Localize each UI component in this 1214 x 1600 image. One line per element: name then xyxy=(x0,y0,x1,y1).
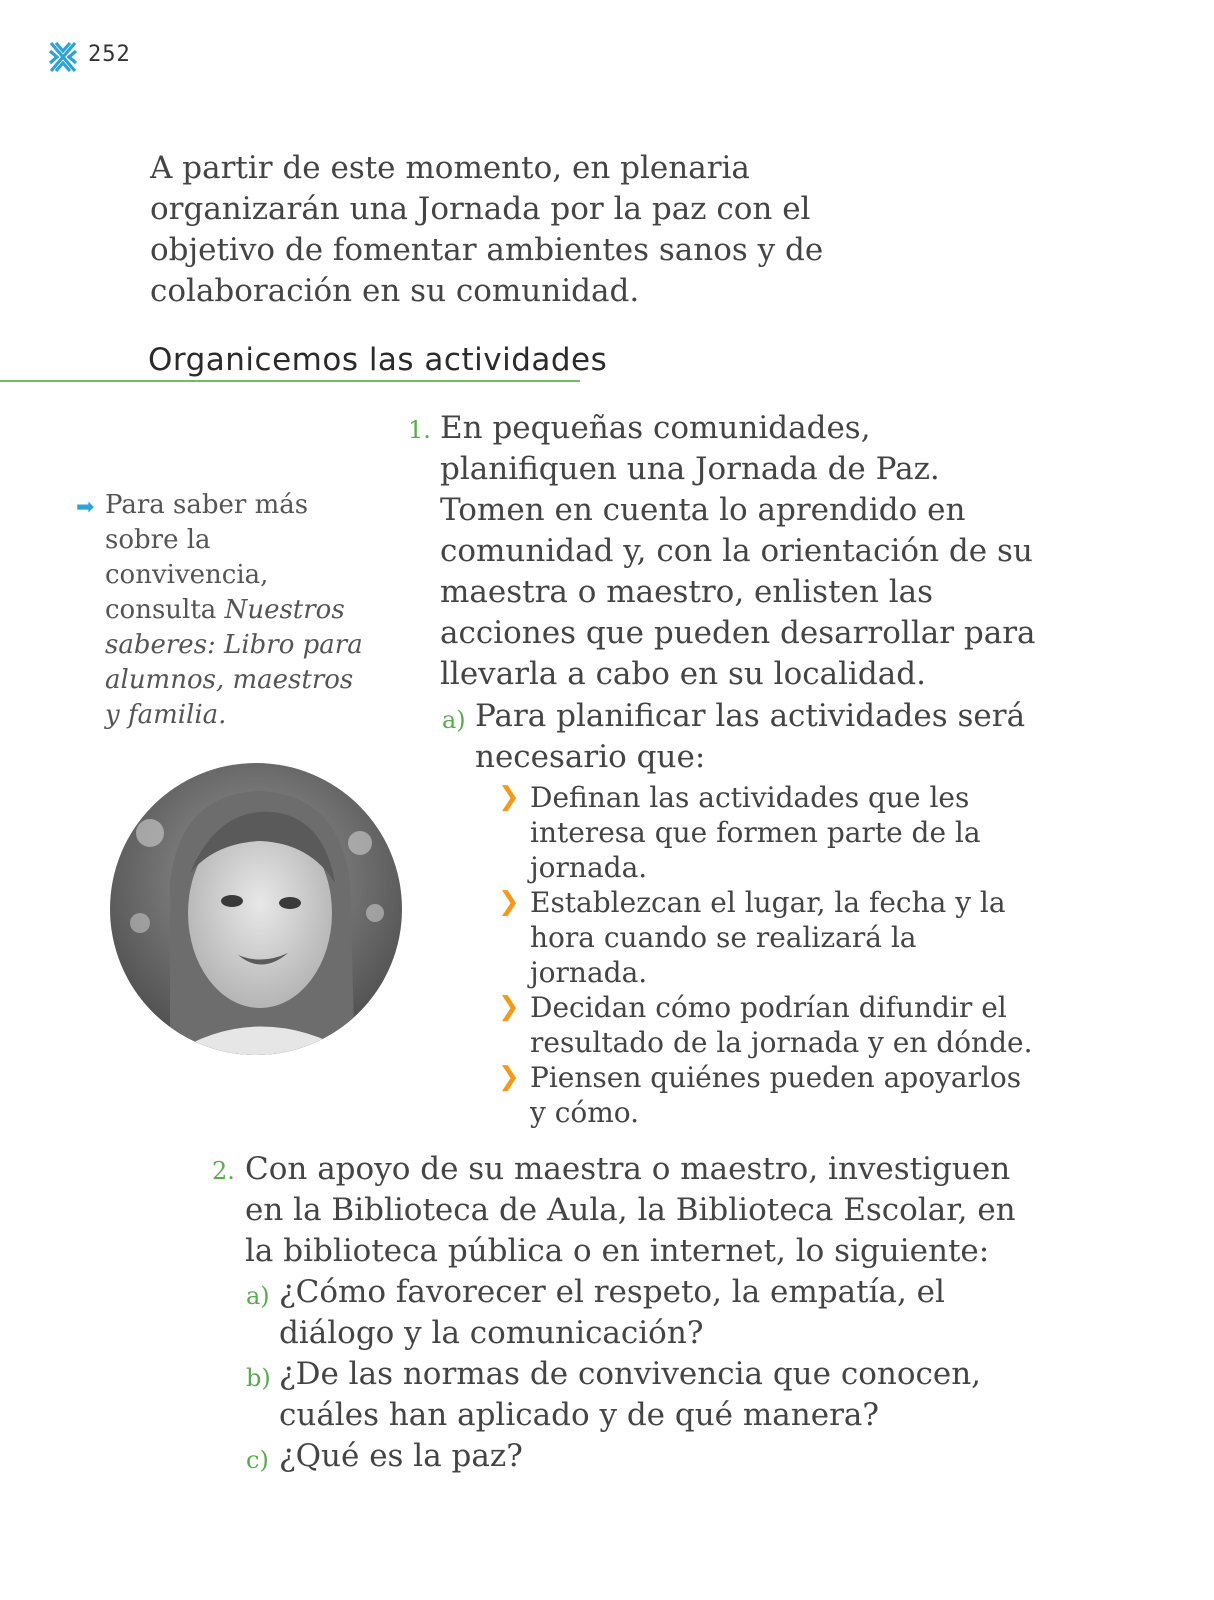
sidebar-book-title: Nuestros saberes: Libro para alumnos, maestros y familia. xyxy=(105,595,363,730)
list-item-text: Decidan cómo podrían difundir el resultado de la jornada y en dónde. xyxy=(530,991,1033,1059)
heading-underline xyxy=(0,380,580,382)
chevron-right-icon: ❯ xyxy=(498,992,520,1022)
section-heading: Organicemos las actividades xyxy=(148,342,608,378)
activity-item-1 xyxy=(408,408,1048,692)
chevron-right-icon: ❯ xyxy=(498,782,520,812)
chevron-right-icon: ❯ xyxy=(498,887,520,917)
question-text: ¿Qué es la paz? xyxy=(279,1438,523,1474)
list-item-text: Definan las actividades que les interesa que formen parte de la jornada. xyxy=(530,781,981,884)
interlaced-cross-logo-icon xyxy=(48,40,78,74)
list-item xyxy=(498,780,1038,885)
list-item xyxy=(498,885,1038,990)
list-item-text: Establezcan el lugar, la fecha y la hora cuando se realizará la jornada. xyxy=(530,886,1006,989)
intro-paragraph: A partir de este momento, en plenaria organizarán una Jornada por la paz con el objetivo de fomentar ambientes sanos y de colaboración en su comunidad. xyxy=(150,150,824,309)
question-label: b) xyxy=(246,1364,271,1392)
sidebar-note-text xyxy=(105,488,376,733)
sidebar-note-plain: Para saber más sobre la convivencia, consulta xyxy=(105,490,309,625)
question-label: a) xyxy=(246,1282,270,1310)
question-label: c) xyxy=(246,1446,269,1474)
chevron-right-icon: ❯ xyxy=(498,1062,520,1092)
activity-item-2 xyxy=(212,1149,1032,1269)
question-text: ¿Cómo favorecer el respeto, la empatía, el diálogo y la comunicación? xyxy=(279,1274,945,1351)
item-text: Con apoyo de su maestra o maestro, investiguen en la Biblioteca de Aula, la Biblioteca Escolar, en la biblioteca pública o en internet, lo siguiente: xyxy=(245,1151,1016,1269)
question-text: ¿De las normas de convivencia que conocen, cuáles han aplicado y de qué manera? xyxy=(279,1356,982,1433)
child-portrait-photo xyxy=(110,763,402,1055)
list-item xyxy=(498,1060,1038,1130)
item-number: 2. xyxy=(212,1157,235,1185)
page-number: 252 xyxy=(88,42,131,67)
bullet-list xyxy=(498,780,1038,1130)
list-item xyxy=(498,990,1038,1060)
item-text: En pequeñas comunidades, planifiquen una Jornada de Paz. Tomen en cuenta lo aprendido en comunidad y, con la orientación de su maestra o maestro, enlisten las acciones que pueden desarrollar para llevarla a cabo en su localidad. xyxy=(440,410,1036,692)
sub-label: a) xyxy=(442,706,466,734)
item-number: 1. xyxy=(408,416,431,444)
list-item-text: Piensen quiénes pueden apoyarlos y cómo. xyxy=(530,1061,1022,1129)
sidebar-note xyxy=(76,488,376,733)
sub-text: Para planificar las actividades será necesario que: xyxy=(475,698,1026,775)
right-arrow-icon: ➡ xyxy=(76,495,95,520)
